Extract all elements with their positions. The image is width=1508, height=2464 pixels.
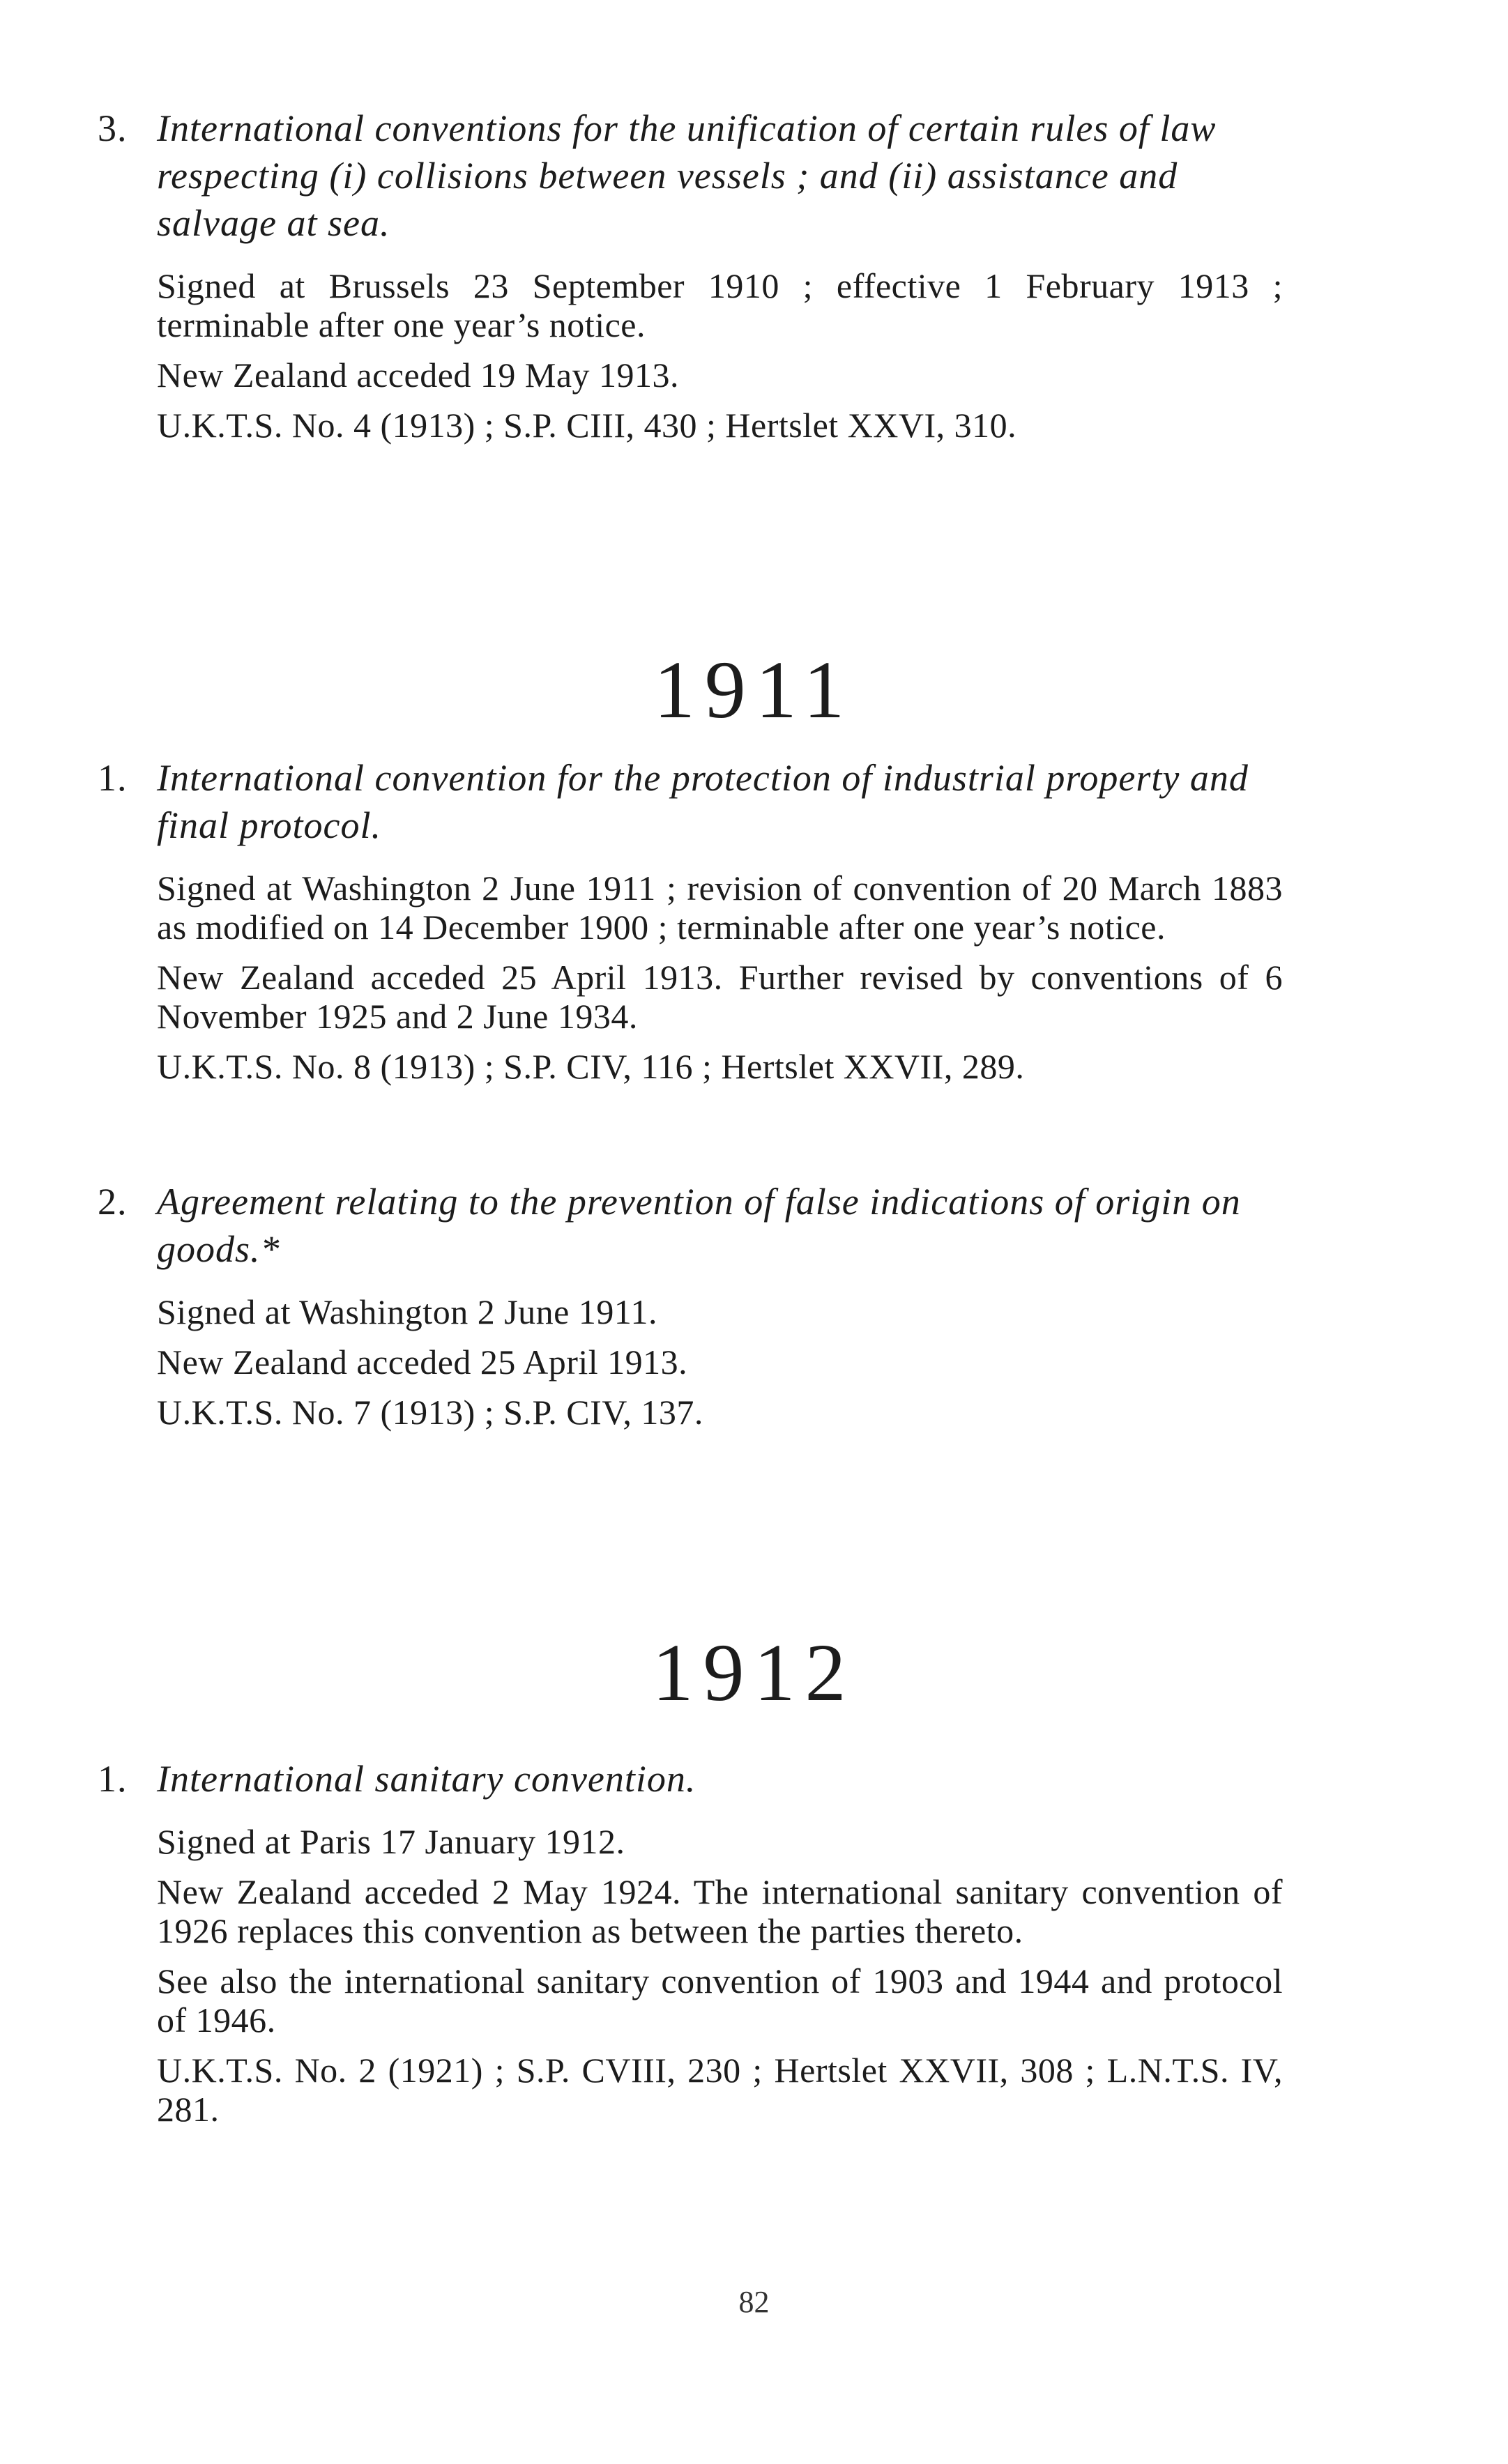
entry-signed-paragraph: Signed at Washington 2 June 1911. [157, 1292, 657, 1331]
entry-number: 2. [98, 1181, 128, 1223]
entry-number: 1. [98, 1758, 128, 1800]
treaty-entry-1912-1 [98, 1755, 1283, 2129]
treaty-entry-1911-2 [98, 1178, 1283, 1432]
treaty-entry-1910-3 [98, 105, 1283, 445]
year-heading-1911: 1911 [653, 644, 855, 735]
year-heading-1912: 1912 [652, 1627, 856, 1718]
entry-reference-paragraph: U.K.T.S. No. 7 (1913) ; S.P. CIV, 137. [157, 1393, 703, 1432]
entry-see-also-paragraph: See also the international sanitary convention of 1903 and 1944 and protocol of 1946. [157, 1961, 1283, 2040]
entry-accession-paragraph: New Zealand acceded 25 April 1913. Further revised by conventions of 6 November 1925 and 2 June 1934. [157, 958, 1283, 1036]
entry-reference-paragraph: U.K.T.S. No. 2 (1921) ; S.P. CVIII, 230 ; Hertslet XXVII, 308 ; L.N.T.S. IV, 281. [157, 2051, 1283, 2129]
page-number: 82 [738, 2285, 770, 2319]
entry-reference-paragraph: U.K.T.S. No. 4 (1913) ; S.P. CIII, 430 ; Hertslet XXVI, 310. [157, 406, 1017, 445]
entry-number: 1. [98, 757, 128, 799]
treaty-entry-1911-1 [98, 754, 1283, 1086]
entry-number: 3. [98, 107, 128, 149]
entry-title [98, 105, 1283, 247]
entry-title [98, 754, 1283, 849]
entry-title-text: Agreement relating to the prevention of false indications of origin on goods.* [157, 1181, 1241, 1270]
entry-accession-paragraph: New Zealand acceded 19 May 1913. [157, 355, 680, 395]
entry-signed-paragraph: Signed at Washington 2 June 1911 ; revision of convention of 20 March 1883 as modified on 14 December 1900 ; terminable after one year’s notice. [157, 868, 1283, 947]
entry-title-text: International conventions for the unification of certain rules of law respecting (i) collisions between vessels ; and (ii) assistance and salvage at sea. [157, 107, 1217, 244]
entry-title [98, 1755, 1283, 1803]
entry-title-text: International sanitary convention. [157, 1758, 696, 1800]
entry-accession-paragraph: New Zealand acceded 25 April 1913. [157, 1342, 688, 1382]
entry-signed-paragraph: Signed at Paris 17 January 1912. [157, 1822, 625, 1861]
entry-signed-paragraph: Signed at Brussels 23 September 1910 ; effective 1 February 1913 ; terminable after one year’s notice. [157, 266, 1283, 344]
entry-reference-paragraph: U.K.T.S. No. 8 (1913) ; S.P. CIV, 116 ; Hertslet XXVII, 289. [157, 1047, 1025, 1086]
entry-title [98, 1178, 1283, 1273]
entry-accession-paragraph: New Zealand acceded 2 May 1924. The international sanitary convention of 1926 replaces this convention as between the parties thereto. [157, 1872, 1283, 1950]
entry-title-text: International convention for the protection of industrial property and final protocol. [157, 757, 1249, 846]
